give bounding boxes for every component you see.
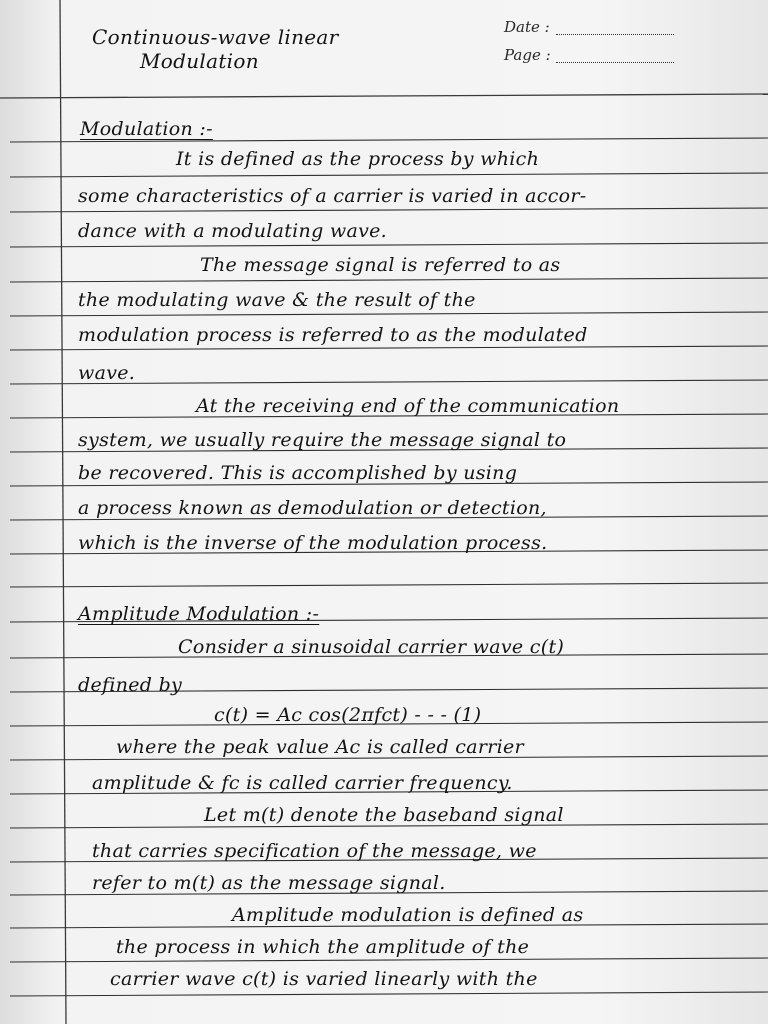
text-line: the modulating wave & the result of the — [78, 289, 476, 311]
left-margin-line — [60, 0, 66, 1024]
text-line: Consider a sinusoidal carrier wave c(t) — [178, 636, 565, 658]
heading-modulation: Modulation :- — [80, 118, 213, 140]
text-line: that carries specification of the message, we — [92, 840, 537, 862]
rule-line — [10, 992, 768, 996]
text-line: system, we usually require the message signal to — [78, 429, 567, 451]
page-line — [556, 62, 674, 63]
text-line: Let m(t) denote the baseband signal — [204, 804, 564, 826]
header-title-line1: Continuous-wave linear — [92, 25, 339, 49]
rule-line — [10, 173, 768, 177]
text-line: carrier wave c(t) is varied linearly with the — [110, 968, 538, 990]
text-line: The message signal is referred to as — [200, 254, 561, 276]
top-margin-line — [0, 94, 768, 98]
text-line: refer to m(t) as the message signal. — [92, 872, 446, 894]
equation-1: c(t) = Ac cos(2πfct) - - - (1) — [214, 704, 482, 726]
text-line: amplitude & fc is called carrier frequency. — [92, 772, 513, 794]
text-line: where the peak value Ac is called carrier — [116, 736, 524, 758]
rule-line — [10, 278, 768, 282]
heading-amplitude-modulation: Amplitude Modulation :- — [78, 603, 320, 625]
text-line: modulation process is referred to as the modulated — [78, 324, 588, 346]
text-line: At the receiving end of the communication — [196, 395, 620, 417]
text-line: which is the inverse of the modulation process. — [78, 532, 548, 554]
text-line: dance with a modulating wave. — [78, 220, 387, 242]
date-line — [556, 34, 674, 35]
text-line: wave. — [78, 362, 136, 384]
text-line: a process known as demodulation or detection, — [78, 497, 547, 519]
text-line: Amplitude modulation is defined as — [232, 904, 584, 926]
header-title-line2: Modulation — [140, 49, 259, 73]
rule-line — [10, 583, 768, 587]
text-line: some characteristics of a carrier is varied in accor- — [78, 185, 587, 207]
text-line: the process in which the amplitude of the — [116, 936, 530, 958]
text-line: It is defined as the process by which — [176, 148, 540, 170]
page-label: Page : — [504, 46, 551, 64]
text-line: defined by — [78, 674, 183, 696]
text-line: be recovered. This is accomplished by using — [78, 462, 518, 484]
date-label: Date : — [504, 18, 550, 36]
